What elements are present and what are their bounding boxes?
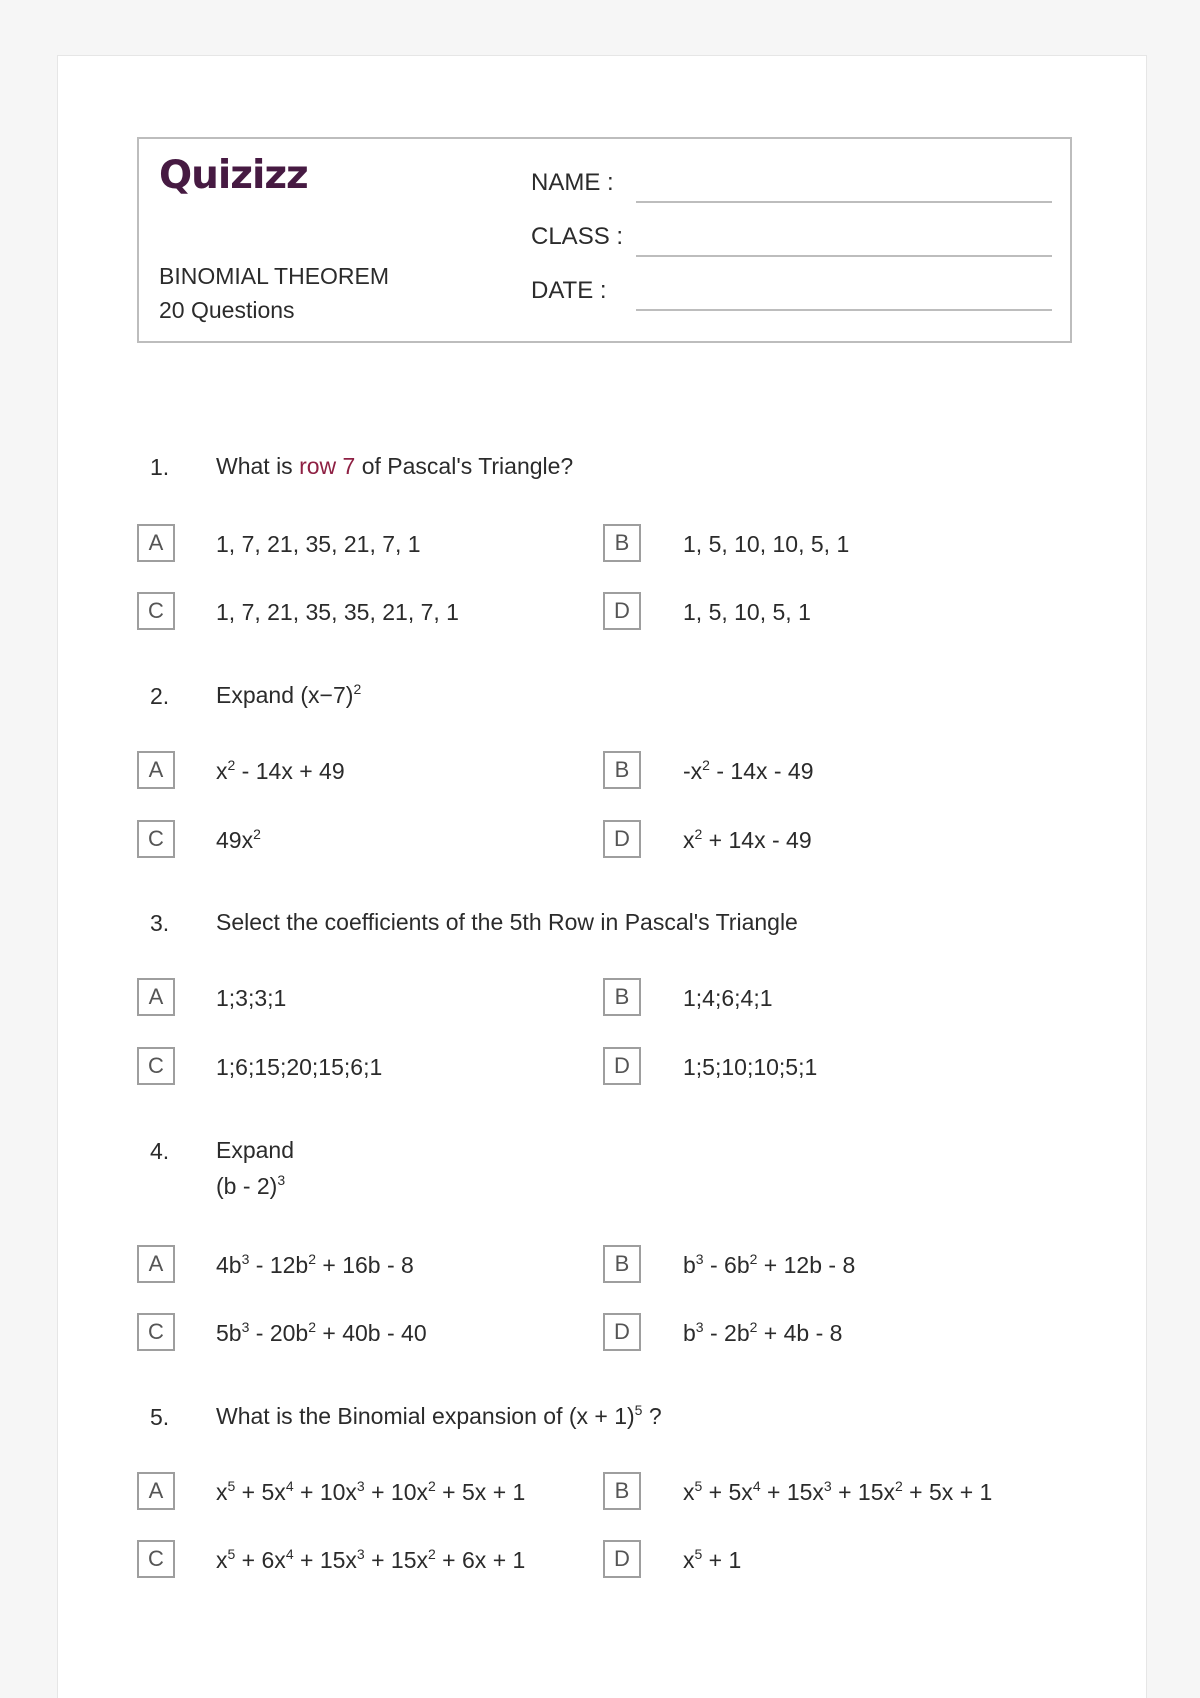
option-b-text: $-x^2 - 14x - 49$ — [683, 757, 814, 784]
worksheet-title: BINOMIAL THEOREM — [159, 263, 390, 289]
option-d-text: $x^5 + 1$ — [683, 1546, 742, 1573]
date-label: DATE : — [531, 277, 607, 304]
question-number: 1. — [150, 454, 170, 480]
option-d-text: 1, 5, 10, 5, 1 — [683, 599, 811, 625]
option-c-box[interactable]: C — [137, 820, 175, 858]
option-d-box[interactable]: D — [603, 820, 641, 858]
date-field[interactable] — [636, 309, 1052, 311]
option-a-text: $x^5 + 5x^4 + 10x^3 + 10x^2 + 5x + 1$ — [216, 1478, 526, 1505]
option-c-text: 1, 7, 21, 35, 35, 21, 7, 1 — [216, 599, 459, 625]
question-text: Select the coefficients of the 5th Row in Pascal's Triangle — [216, 909, 798, 935]
option-a-box[interactable]: A — [137, 1245, 175, 1283]
worksheet-header — [137, 137, 1072, 343]
question-number: 3. — [150, 910, 170, 936]
option-b-box[interactable]: B — [603, 751, 641, 789]
option-c-text: $49x^2$ — [216, 826, 261, 853]
option-c-box[interactable]: C — [137, 1540, 175, 1578]
option-a-box[interactable]: A — [137, 978, 175, 1016]
option-c-text: $5b^3 - 20b^2 + 40b - 40$ — [216, 1319, 427, 1346]
option-b-text: 1;4;6;4;1 — [683, 985, 773, 1011]
option-d-box[interactable]: D — [603, 1047, 641, 1085]
option-d-text: 1;5;10;10;5;1 — [683, 1054, 818, 1080]
option-c-box[interactable]: C — [137, 1313, 175, 1351]
question-text: What is row 7 of Pascal's Triangle? — [216, 453, 574, 479]
question-text: Expand (b - 2)$^3$ — [216, 1137, 295, 1199]
option-b-box[interactable]: B — [603, 1245, 641, 1283]
quizizz-logo: Quizizz — [159, 153, 308, 198]
option-a-text: 1, 7, 21, 35, 21, 7, 1 — [216, 531, 421, 557]
option-c-box[interactable]: C — [137, 1047, 175, 1085]
option-a-box[interactable]: A — [137, 1472, 175, 1510]
option-d-box[interactable]: D — [603, 1540, 641, 1578]
option-b-text: $x^5 + 5x^4 + 15x^3 + 15x^2 + 5x + 1$ — [683, 1478, 993, 1505]
option-b-box[interactable]: B — [603, 1472, 641, 1510]
question-text: Expand $(x-7)^2$ — [216, 681, 362, 708]
option-d-box[interactable]: D — [603, 1313, 641, 1351]
option-b-box[interactable]: B — [603, 524, 641, 562]
question-text: What is the Binomial expansion of $(x + 1)^5$ ? — [216, 1402, 662, 1429]
name-field[interactable] — [636, 201, 1052, 203]
option-d-text: $x^2 + 14x - 49$ — [683, 826, 812, 853]
option-b-text: 1, 5, 10, 10, 5, 1 — [683, 531, 850, 557]
question-number: 5. — [150, 1404, 170, 1430]
option-b-text: $b^3 - 6b^2 + 12b - 8$ — [683, 1251, 856, 1278]
class-label: CLASS : — [531, 223, 624, 250]
option-a-box[interactable]: A — [137, 751, 175, 789]
question-count: 20 Questions — [159, 297, 295, 323]
option-b-box[interactable]: B — [603, 978, 641, 1016]
class-field[interactable] — [636, 255, 1052, 257]
option-c-text: $x^5 + 6x^4 + 15x^3 + 15x^2 + 6x + 1$ — [216, 1546, 526, 1573]
question-number: 2. — [150, 683, 170, 709]
option-a-box[interactable]: A — [137, 524, 175, 562]
option-c-box[interactable]: C — [137, 592, 175, 630]
option-a-text: $4b^3 - 12b^2 + 16b - 8$ — [216, 1251, 414, 1278]
option-a-text: 1;3;3;1 — [216, 985, 287, 1011]
option-d-box[interactable]: D — [603, 592, 641, 630]
question-number: 4. — [150, 1138, 170, 1164]
option-c-text: 1;6;15;20;15;6;1 — [216, 1054, 383, 1080]
name-label: NAME : — [531, 169, 614, 196]
option-a-text: $x^2 - 14x + 49$ — [216, 757, 345, 784]
option-d-text: $b^3 - 2b^2 + 4b - 8$ — [683, 1319, 843, 1346]
